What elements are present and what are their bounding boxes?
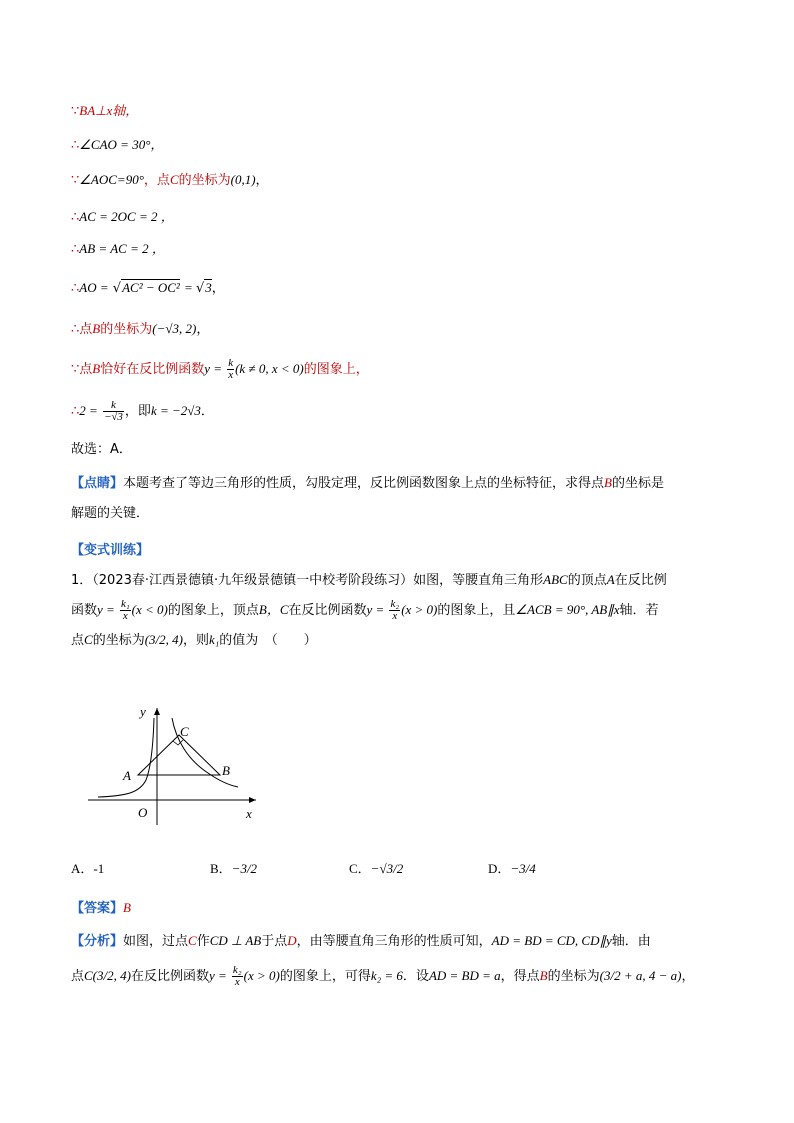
line-text: 的坐标为 (100, 322, 153, 337)
radicand: AC² − OC² (122, 280, 180, 295)
problem-text: 的图象上，且 (437, 603, 516, 618)
condition: ∠ACB = 90°, AB∥x (515, 602, 620, 617)
analysis-text: 于点 (261, 934, 288, 949)
therefore-symbol: ∴ (71, 210, 80, 225)
math-text: (3/2 + a, 4 − a) (599, 968, 682, 983)
point-c: C (188, 933, 197, 948)
solution-line-2 (71, 137, 163, 154)
line-text: 点 (79, 322, 93, 337)
problem-text: ，则 (182, 633, 209, 648)
line-text: y = (366, 602, 385, 617)
option-label: B． (210, 861, 232, 876)
coord-text: (−√3, 2) (152, 321, 197, 336)
sqrt-sign: √ (112, 281, 122, 296)
analysis-paragraph (71, 924, 731, 994)
point-c: C (169, 172, 179, 187)
denominator: x (392, 610, 398, 622)
fraction-k2-over-x (232, 965, 243, 988)
angle-text: ∠AOC=90° (79, 172, 144, 187)
analysis-text: 作 (196, 934, 210, 949)
answer-tag: 【答案】 (71, 901, 124, 916)
analysis-text: 在反比例函数 (130, 969, 209, 984)
numerator: k (228, 357, 234, 369)
line-text: ，即 (124, 404, 151, 419)
line-text: ，点 (143, 173, 170, 188)
line-text: 点 (79, 362, 93, 377)
k1-symbol: k₁ (209, 632, 220, 647)
option-value: −3/2 (231, 861, 258, 876)
fraction-k-over-neg-sqrt3 (103, 400, 124, 423)
analysis-text: ，得点 (500, 969, 540, 984)
solution-line-5 (71, 241, 165, 258)
math-text: AD = BD = a (428, 968, 501, 983)
line-text: AO = (79, 280, 109, 295)
problem-paragraph (71, 565, 731, 655)
problem-source: （2023春·江西景德镇·九年级景德镇一中校考阶段练习） (92, 573, 414, 588)
fraction-k-over-x (227, 358, 234, 381)
analysis-text: 的图象上，可得 (279, 969, 371, 984)
line-text: = (183, 280, 196, 295)
numerator: k₁ (120, 598, 130, 610)
analysis-text: 如图，过点 (123, 934, 189, 949)
problem-text: 的图象上，顶点 (167, 603, 259, 618)
problem-text: 函数 (71, 603, 98, 618)
fraction-k1-over-x (120, 599, 131, 622)
therefore-symbol: ∴ (71, 322, 80, 337)
comment-text: 解题的关键． (71, 506, 150, 521)
line-text: BA⊥x轴， (79, 103, 139, 118)
option-b[interactable] (210, 858, 257, 877)
solution-line-4 (71, 209, 174, 226)
line-text: 2 = (79, 403, 98, 418)
problem-text: 的值为 （ ） (219, 633, 317, 648)
option-d[interactable] (488, 858, 536, 877)
x-label: x (246, 806, 252, 821)
option-label: C． (349, 861, 371, 876)
denominator: x (234, 976, 240, 988)
solution-line-1 (71, 103, 138, 120)
comment-tag: 【点睛】 (71, 476, 124, 491)
problem-text: 在反比例函数 (288, 603, 367, 618)
point-b: B (92, 361, 101, 376)
denominator: x (228, 369, 234, 381)
analysis-text: 点 (71, 969, 85, 984)
origin-label: O (138, 805, 148, 820)
condition: (x > 0) (401, 602, 438, 617)
comment-paragraph (71, 468, 731, 529)
problem-figure (78, 700, 268, 830)
coord-text: (0,1) (230, 172, 256, 187)
numerator: k₂ (390, 598, 400, 610)
math-text: CD ⊥ AB (209, 933, 262, 948)
therefore-symbol: ∴ (71, 404, 80, 419)
solution-line-6 (71, 280, 225, 297)
solution-line-3 (71, 172, 269, 189)
point-b: B (604, 475, 612, 490)
comment-text: 的坐标是 (611, 476, 664, 491)
option-a[interactable] (71, 858, 104, 877)
fraction-k2-over-x (389, 599, 400, 622)
point-b: B (92, 321, 101, 336)
because-symbol: ∵ (71, 104, 80, 119)
comment-text: 本题考查了等边三角形的性质，勾股定理，反比例函数图象上点的坐标特征，求得点 (123, 476, 605, 491)
problem-text: 的顶点 (567, 573, 607, 588)
option-c[interactable] (349, 858, 403, 877)
condition: (k ≠ 0, x < 0) (235, 361, 304, 376)
therefore-symbol: ∴ (71, 138, 80, 153)
point-a: A (606, 572, 615, 587)
y-axis-arrow (154, 708, 160, 715)
because-symbol: ∵ (71, 362, 80, 377)
answer-choice: 故选：A． (71, 442, 132, 457)
x-axis-arrow (249, 797, 256, 803)
math-text: C(3/2, 4) (84, 968, 131, 983)
problem-text: 点 (71, 633, 85, 648)
answer-line (71, 900, 131, 917)
analysis-text: ，由等腰直角三角形的性质可知， (296, 934, 492, 949)
denominator: −√3 (103, 411, 123, 423)
solution-line-7 (71, 321, 209, 338)
left-hyperbola (98, 718, 154, 797)
line-text: y = (204, 361, 223, 376)
coord-text: (3/2, 4) (144, 632, 183, 647)
line-text: ， (255, 173, 269, 188)
line-text: ． (200, 404, 214, 419)
variant-title: 【变式训练】 (71, 543, 150, 558)
numerator: k (103, 400, 124, 412)
sqrt-sign: √ (196, 281, 205, 296)
points-bc: B，C (258, 602, 289, 617)
therefore-symbol: ∴ (71, 242, 80, 257)
line-text: ， (211, 281, 225, 296)
analysis-tag: 【分析】 (71, 934, 124, 949)
line-text: 的坐标为 (178, 173, 231, 188)
point-a-label: A (123, 768, 131, 783)
point-c: C (84, 632, 93, 647)
point-b-label: B (222, 763, 230, 778)
option-value: −√3/2 (370, 861, 404, 876)
line-text: 恰好在反比例函数 (100, 362, 205, 377)
problem-text: 轴．若 (619, 603, 659, 618)
triangle-name: ABC (543, 572, 568, 587)
therefore-symbol: ∴ (71, 281, 80, 296)
answer-value: B (123, 900, 131, 915)
problem-text: 如图，等腰直角三角形 (413, 573, 544, 588)
analysis-text: ．设 (402, 969, 429, 984)
analysis-text: ， (681, 969, 695, 984)
line-text: ， (196, 322, 210, 337)
numerator: k₂ (232, 964, 242, 976)
line-text: 的图象上， (303, 362, 369, 377)
line-text: k = −2√3 (150, 403, 201, 418)
problem-number: 1． (71, 573, 93, 588)
problem-text: 在反比例 (614, 573, 667, 588)
option-value: -1 (93, 861, 105, 876)
solution-line-8 (71, 358, 369, 381)
condition: (x < 0) (131, 602, 168, 617)
because-symbol: ∵ (71, 173, 80, 188)
analysis-text: 的坐标为 (547, 969, 600, 984)
solution-line-9 (71, 400, 214, 423)
line-text: AB = AC = 2 ， (79, 241, 165, 256)
point-d: D (287, 933, 297, 948)
option-label: D． (488, 861, 511, 876)
point-c-label: C (180, 724, 189, 739)
line-text: ∠CAO = 30°， (79, 137, 164, 152)
condition: (x > 0) (243, 968, 280, 983)
math-text: k₂ = 6 (370, 968, 403, 983)
radicand: 3 (205, 280, 212, 295)
analysis-text: 轴．由 (611, 934, 651, 949)
line-text: y = (97, 602, 115, 617)
y-label: y (140, 704, 146, 719)
problem-text: 的坐标为 (92, 633, 145, 648)
math-text: y = (208, 968, 227, 983)
math-text: AD = BD = CD, CD∥y (491, 933, 612, 948)
point-b: B (539, 968, 548, 983)
line-text: AC = 2OC = 2 ， (79, 209, 174, 224)
option-label: A． (71, 861, 94, 876)
denominator: x (122, 610, 128, 622)
option-value: −3/4 (510, 861, 536, 876)
